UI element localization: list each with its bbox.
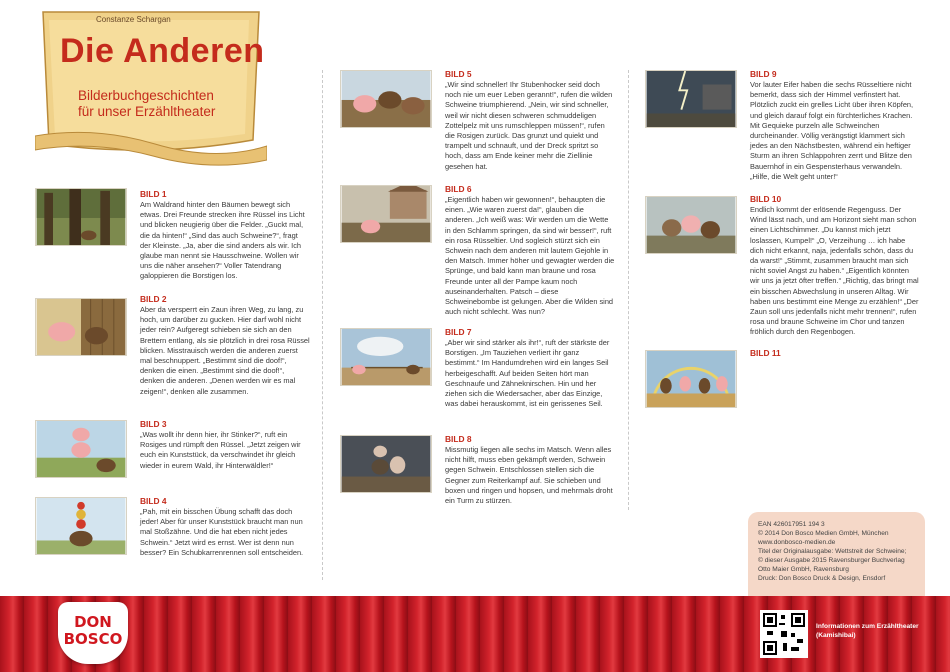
picture-text: Endlich kommt der erlösende Regenguss. Der Wind lässt nach, und am Horizont sieht man schon einen Lichtschimmer. „Du kannst mich jetzt loslassen, Kumpel!“ „O, Verzeihung … ich habe dich nicht erkannt, naja, jedenfalls schön, dass du da warst!“ „Stimmt, zusammen braucht man sich nicht soviel Angst zu haben.“ „Eigentlich könnten wir uns ja jetzt öfter treffen.“ „Richtig, das bringt mal ein bisschen Abwechslung in unseren Alltag. Wir haben uns bestimmt eine Menge zu erzählen!“ „Der Zaun soll uns jedenfalls nicht mehr trennen!“, rufen rosa und braune Schweine im Chor und tanzen fröhlich durch den Regenbogen. bbox=[750, 205, 919, 337]
imprint-box bbox=[748, 512, 925, 598]
picture-4-thumbnail bbox=[35, 497, 127, 555]
info-line: (Kamishibai) bbox=[816, 632, 856, 639]
qr-code-graphic bbox=[763, 613, 805, 655]
imprint-line: Otto Maier GmbH, Ravensburg bbox=[758, 566, 849, 573]
picture-label: BILD 6 bbox=[445, 184, 472, 194]
race-illustration bbox=[341, 71, 431, 127]
picture-label: BILD 4 bbox=[140, 496, 167, 506]
logo-text: BOSCO bbox=[63, 630, 123, 648]
subtitle-line: Bilderbuchgeschichten bbox=[78, 88, 214, 103]
picture-4-block bbox=[140, 496, 310, 558]
fence-illustration bbox=[36, 299, 126, 355]
picture-text: „Pah, mit ein bisschen Übung schafft das doch jeder! Aber für unser Kunststück braucht man nun mal Stoßzähne. Und die hat eben nicht jedes Schwein.“ Jetzt wird es ernst. Wer ist denn nun besser? Ein Schubkarrenrennen soll entscheiden. bbox=[140, 507, 304, 557]
picture-9-thumbnail bbox=[645, 70, 737, 128]
tower-fight-illustration bbox=[341, 436, 431, 492]
imprint-line: © 2014 Don Bosco Medien GmbH, München bbox=[758, 530, 889, 537]
picture-text: Aber da versperrt ein Zaun ihren Weg, zu lang, zu hoch, um darüber zu gucken. Hier darf wohl nicht jeder rein? Aufgeregt schieben sie sich an den Brettern entlang, als sie plötzlich in drei rosa Rüssel blicken. Misstrauisch werden die anderen zuerst mal beschnuppert. „Bestimmt sind die doof!“, denken die einen. „Bestimmt sind die doof!“, denken die anderen. „Denen werden wir es mal zeigen!“, denken alle zusammen. bbox=[140, 305, 310, 396]
info-line: Informationen zum Erzähltheater bbox=[816, 623, 919, 630]
imprint-line: Titel der Originalausgabe: Wettstreit der Schweine; bbox=[758, 548, 907, 555]
picture-7-block bbox=[445, 327, 615, 409]
picture-text: „Wir sind schneller! Ihr Stubenhocker seid doch noch nie um euer Leben gerannt!“, rufen die wilden Schweine triumphierend. „Nein, wir sind schneller, weil wir nicht diesen schweren schmuddeligen Zottelpelz mit uns rumschleppen müssen!“, rufen die Rosigen zurück. Das grunzt und quiekt und trampelt und schnauft, und der Dreck spritzt so hoch, dass am Ende keiner mehr die Ziellinie gesehen hat. bbox=[445, 80, 613, 171]
picture-text: „Was wollt ihr denn hier, ihr Stinker?“, ruft ein Rosiges und rümpft den Rüssel. „Jetzt zeigen wir euch ein Kunststück, da verschwindet ihr gleich wieder in eurem Wald, ihr Hinterwäldler!“ bbox=[140, 430, 301, 470]
picture-text: Am Waldrand hinter den Bäumen bewegt sich etwas. Drei Freunde strecken ihre Rüssel ins Licht und blicken neugierig über die Felder. „Guckt mal, die da hinten!“ „Sind das auch Schweine?“, fragt der Kleinste. „Ja, aber die sind anders als wir. Ich glaube man nennt sie Hausschweine. Wollen wir uns die näher ansehen?“ Voller Tatendrang galoppieren die Borstigen los. bbox=[140, 200, 305, 281]
picture-6-block bbox=[445, 184, 615, 317]
picture-7-thumbnail bbox=[340, 328, 432, 386]
logo-text: DON bbox=[74, 613, 112, 631]
qr-code-icon bbox=[760, 610, 808, 658]
tug-of-war-illustration bbox=[341, 329, 431, 385]
storm-illustration bbox=[646, 71, 736, 127]
picture-label: BILD 10 bbox=[750, 194, 782, 204]
picture-label: BILD 9 bbox=[750, 69, 777, 79]
friends-illustration bbox=[646, 197, 736, 253]
column-divider bbox=[322, 70, 323, 580]
kamishibai-info bbox=[816, 622, 936, 640]
picture-11-thumbnail bbox=[645, 350, 737, 408]
picture-2-block bbox=[140, 294, 310, 397]
don-bosco-logo bbox=[58, 602, 128, 664]
picture-label: BILD 1 bbox=[140, 189, 167, 199]
picture-10-thumbnail bbox=[645, 196, 737, 254]
picture-5-block bbox=[445, 69, 615, 172]
rainbow-dance-illustration bbox=[646, 351, 736, 407]
imprint-line: www.donbosco-medien.de bbox=[758, 539, 836, 546]
picture-label: BILD 2 bbox=[140, 294, 167, 304]
picture-9-block bbox=[750, 69, 920, 182]
picture-text: „Aber wir sind stärker als ihr!“, ruft der stärkste der Borstigen. „Im Tauziehen verliert ihr ganz bestimmt.“ Im Handumdrehen wird ein langes Seil herbeigeschafft. Auf beiden Seiten hört man Geschnaufe und Zähneknirschen. Hin und her ziehen sich die Wiedersacher, aber das Einzige, was dabei herauskommt, ist ein gerissenes Seil. bbox=[445, 338, 610, 409]
picture-10-block bbox=[750, 194, 920, 338]
imprint-line: Druck: Don Bosco Druck & Design, Ensdorf bbox=[758, 575, 886, 582]
picture-5-thumbnail bbox=[340, 70, 432, 128]
imprint-line: © dieser Ausgabe 2015 Ravensburger Buchverlag bbox=[758, 557, 905, 564]
author-name: Constanze Schargan bbox=[96, 15, 171, 24]
picture-1-block bbox=[140, 189, 310, 282]
column-divider bbox=[628, 70, 629, 510]
picture-3-thumbnail bbox=[35, 420, 127, 478]
picture-label: BILD 5 bbox=[445, 69, 472, 79]
apple-balancing-illustration bbox=[36, 498, 126, 554]
picture-11-block bbox=[750, 348, 920, 359]
picture-text: „Eigentlich haben wir gewonnen!“, behaupten die einen. „Wie waren zuerst da!“, glauben die anderen. „Ich weiß was: Wir werden um die Wette in den Schlamm springen, da sind wir besser!“, ruft ein rosa Rüsseltier. Und sogleich stürzt sich ein Schwein nach dem anderen mit lautem Gejohle in den Matsch. Immer höher und gewagter werden die Sprünge, und bald kann man braune und rosa Freunde unter all der Pampe kaum noch auseinanderhalten. Patsch – diese Schweinebombe ist gelungen. Aber die Wilden sind auch nicht schlecht. Was nun? bbox=[445, 195, 615, 317]
page-subtitle bbox=[78, 88, 248, 120]
picture-1-thumbnail bbox=[35, 188, 127, 246]
picture-label: BILD 8 bbox=[445, 434, 472, 444]
picture-8-block bbox=[445, 434, 615, 506]
balancing-pig-illustration bbox=[36, 421, 126, 477]
forest-illustration bbox=[36, 189, 126, 245]
picture-2-thumbnail bbox=[35, 298, 127, 356]
imprint-line: EAN 426017951 194 3 bbox=[758, 521, 825, 528]
picture-text: Vor lauter Eifer haben die sechs Rüsseltiere nicht bemerkt, dass sich der Himmel verfinstert hat. Plötzlich zuckt ein grelles Licht über ihren Köpfen, und gleich darauf folgt ein fürchterliches Krachen. Mit Gequieke purzeln alle Schweinchen durcheinander. Völlig verängstigt klammert sich jedes an den Nächstbesten, während ein heftiger Sturm an ihren Schlappohren zerrt und Blitze den Bauernhof in ein Gespensterhaus verwandeln. „Hilfe, die Welt geht unter!“ bbox=[750, 80, 914, 181]
picture-label: BILD 11 bbox=[750, 348, 781, 358]
picture-text: Missmutig liegen alle sechs im Matsch. Wenn alles nicht hilft, muss eben gekämpft werden, Schwein gegen Schwein. Entschlossen stellen sich die Gegner zum Reiterkampf auf. Sie schieben und boxen und ringen und hopsen, und mehrmals droht ein Turm zu stürzen. bbox=[445, 445, 613, 506]
picture-8-thumbnail bbox=[340, 435, 432, 493]
subtitle-line: für unser Erzähltheater bbox=[78, 104, 216, 119]
picture-3-block bbox=[140, 419, 310, 471]
farmyard-illustration bbox=[341, 186, 431, 242]
picture-6-thumbnail bbox=[340, 185, 432, 243]
picture-label: BILD 7 bbox=[445, 327, 472, 337]
page-title: Die Anderen bbox=[60, 32, 265, 70]
picture-label: BILD 3 bbox=[140, 419, 167, 429]
